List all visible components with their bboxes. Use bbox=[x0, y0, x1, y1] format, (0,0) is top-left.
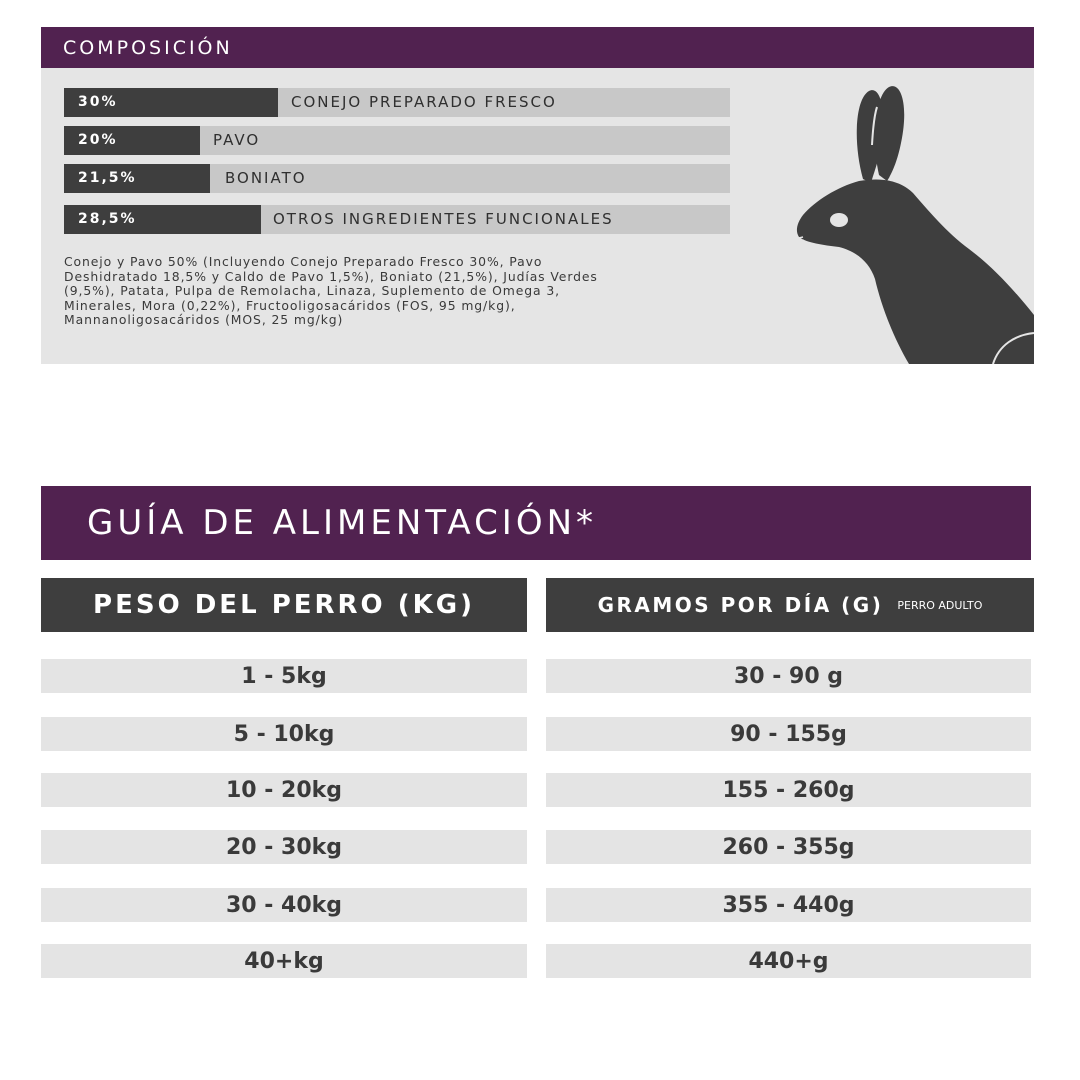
ingredients-line: Minerales, Mora (0,22%), Fructooligosacáridos (FOS, 95 mg/kg), bbox=[64, 297, 516, 313]
composition-header bbox=[41, 27, 1034, 68]
column-header-weight bbox=[41, 578, 527, 632]
rabbit-icon bbox=[793, 83, 1034, 364]
ingredient-percent: 30% bbox=[64, 88, 278, 117]
ingredient-bar bbox=[64, 88, 730, 117]
grams-cell: 440+g bbox=[546, 944, 1031, 978]
weight-cell: 30 - 40kg bbox=[41, 888, 527, 922]
weight-cell: 40+kg bbox=[41, 944, 527, 978]
ingredient-bar bbox=[64, 205, 730, 234]
ingredient-percent: 28,5% bbox=[64, 205, 261, 234]
grams-cell: 260 - 355g bbox=[546, 830, 1031, 864]
ingredients-line: Mannanoligosacáridos (MOS, 25 mg/kg) bbox=[64, 312, 344, 328]
composition-panel bbox=[41, 27, 1034, 364]
ingredients-description bbox=[64, 255, 724, 328]
column-header-grams-label: GRAMOS POR DÍA (G) bbox=[597, 593, 884, 617]
ingredient-percent: 20% bbox=[64, 126, 200, 155]
ingredients-line: Deshidratado 18,5% y Caldo de Pavo 1,5%), Boniato (21,5%), Judías Verdes bbox=[64, 268, 598, 284]
ingredient-name: CONEJO PREPARADO FRESCO bbox=[291, 93, 557, 111]
ingredient-bar bbox=[64, 164, 730, 193]
feeding-guide-header bbox=[41, 486, 1031, 560]
ingredients-line: Conejo y Pavo 50% (Incluyendo Conejo Preparado Fresco 30%, Pavo bbox=[64, 254, 543, 269]
column-header-weight-label: PESO DEL PERRO (KG) bbox=[93, 590, 475, 620]
composition-title: COMPOSICIÓN bbox=[63, 37, 233, 59]
weight-cell: 1 - 5kg bbox=[41, 659, 527, 693]
weight-cell: 20 - 30kg bbox=[41, 830, 527, 864]
grams-cell: 30 - 90 g bbox=[546, 659, 1031, 693]
ingredient-name: OTROS INGREDIENTES FUNCIONALES bbox=[273, 210, 614, 228]
column-header-grams-note: PERRO ADULTO bbox=[897, 598, 983, 612]
ingredient-percent: 21,5% bbox=[64, 164, 210, 193]
ingredients-line: (9,5%), Patata, Pulpa de Remolacha, Linaza, Suplemento de Omega 3, bbox=[64, 283, 561, 299]
grams-cell: 155 - 260g bbox=[546, 773, 1031, 807]
ingredient-name: PAVO bbox=[213, 131, 261, 149]
grams-cell: 355 - 440g bbox=[546, 888, 1031, 922]
ingredient-bar bbox=[64, 126, 730, 155]
column-header-grams bbox=[546, 578, 1034, 632]
feeding-guide-title: GUÍA DE ALIMENTACIÓN* bbox=[87, 503, 598, 543]
weight-cell: 10 - 20kg bbox=[41, 773, 527, 807]
weight-cell: 5 - 10kg bbox=[41, 717, 527, 751]
grams-cell: 90 - 155g bbox=[546, 717, 1031, 751]
ingredient-name: BONIATO bbox=[225, 169, 307, 187]
